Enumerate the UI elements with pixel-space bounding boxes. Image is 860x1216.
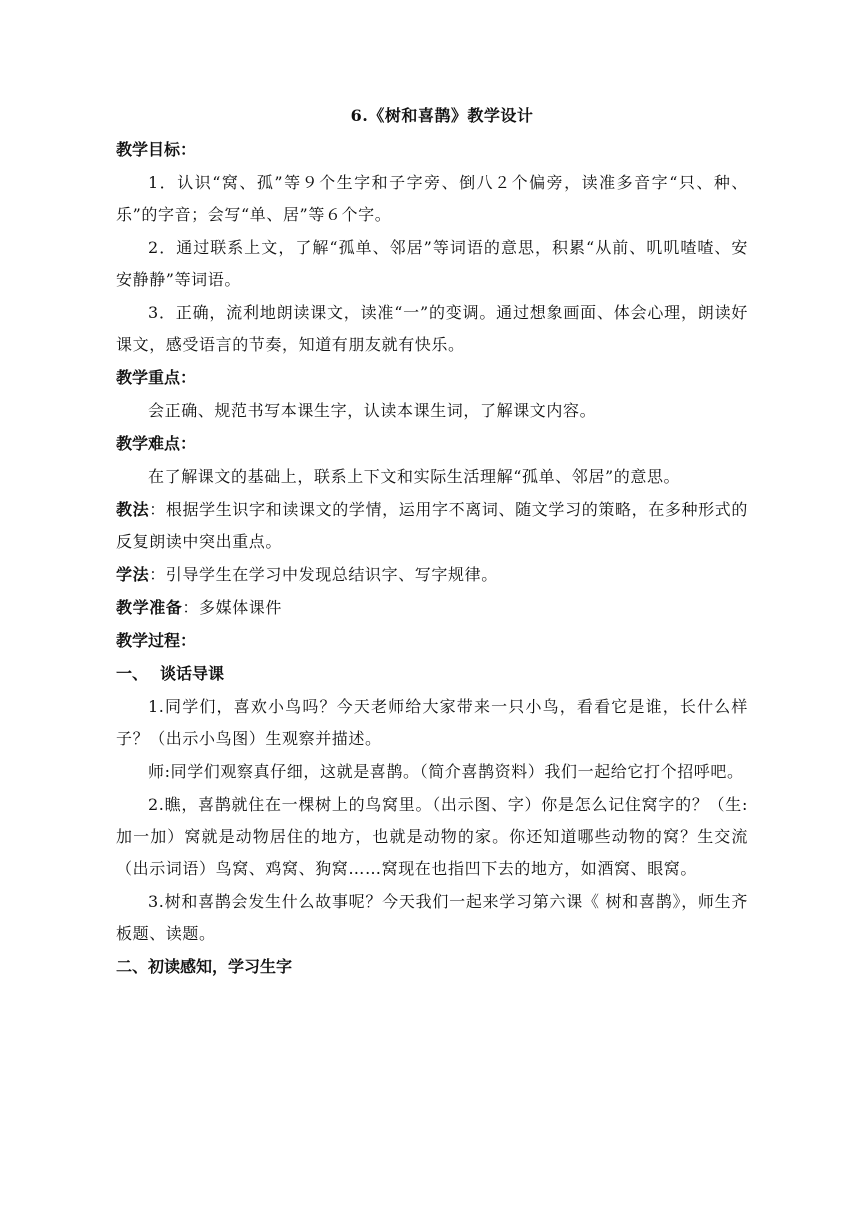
teaching-method-text: ：根据学生识字和读课文的学情，运用字不离词、随文学习的策略，在多种形式的反复朗读中突出重点。	[116, 500, 748, 551]
section-1-paragraph-4: 3.树和喜鹊会发生什么故事呢？今天我们一起来学习第六课《 树和喜鹊》，师生齐板题、读题。	[116, 892, 748, 943]
difficulties-text: 在了解课文的基础上，联系上下文和实际生活理解“孤单、邻居”的意思。	[148, 467, 681, 486]
section-1-paragraph-2: 师:同学们观察真仔细，这就是喜鹊。（简介喜鹊资料）我们一起给它打个招呼吧。	[148, 762, 744, 781]
process-heading: 教学过程：	[116, 631, 197, 650]
section-1-heading	[116, 664, 748, 684]
learning-method	[116, 559, 748, 591]
preparation-label: 教学准备	[116, 598, 183, 617]
preparation-text: ：多媒体课件	[182, 598, 283, 617]
section-1-paragraph-1: 1.同学们，喜欢小鸟吗？今天老师给大家带来一只小鸟，看看它是谁，长什么样子？（出示小鸟图）生观察并描述。	[116, 697, 748, 748]
objective-item-3: 3．正确，流利地朗读课文，读准“一”的变调。通过想象画面、体会心理，朗读好课文，感受语言的节奏，知道有朋友就有快乐。	[116, 303, 748, 354]
learning-method-label: 学法	[116, 565, 150, 584]
objective-item-1: 1．认识“窝、孤”等９个生字和子字旁、倒八２个偏旁，读准多音字“只、种、乐”的字音；会写“单、居”等６个字。	[116, 173, 748, 224]
learning-method-text: ：引导学生在学习中发现总结识字、写字规律。	[149, 565, 498, 584]
section-1-paragraph-3: 2.瞧，喜鹊就住在一棵树上的鸟窝里。（出示图、字）你是怎么记住窝字的？（生:加一加）窝就是动物居住的地方，也就是动物的家。你还知道哪些动物的窝？生交流（出示词语）鸟窝、鸡窝、狗窝……窝现在也指凹下去的地方，如酒窝、眼窝。	[116, 795, 748, 878]
objective-item-2: 2．通过联系上文，了解“孤单、邻居”等词语的意思，积累“从前、叽叽喳喳、安安静静”等词语。	[116, 238, 748, 289]
section-1-title: 谈话导课	[160, 664, 225, 683]
difficulties-heading: 教学难点：	[116, 434, 197, 453]
teaching-method-label: 教法	[116, 500, 150, 519]
document-title: 6.《树和喜鹊》教学设计	[350, 106, 534, 125]
document-body	[116, 106, 748, 990]
objectives-heading: 教学目标：	[116, 140, 197, 159]
key-points-heading: 教学重点：	[116, 368, 197, 387]
preparation	[116, 592, 748, 624]
section-2-heading: 二、初读感知，学习生字	[116, 957, 293, 976]
section-1-number: 一、	[116, 664, 149, 683]
key-points-text: 会正确、规范书写本课生字，认读本课生词，了解课文内容。	[148, 401, 597, 420]
teaching-method	[116, 494, 748, 558]
